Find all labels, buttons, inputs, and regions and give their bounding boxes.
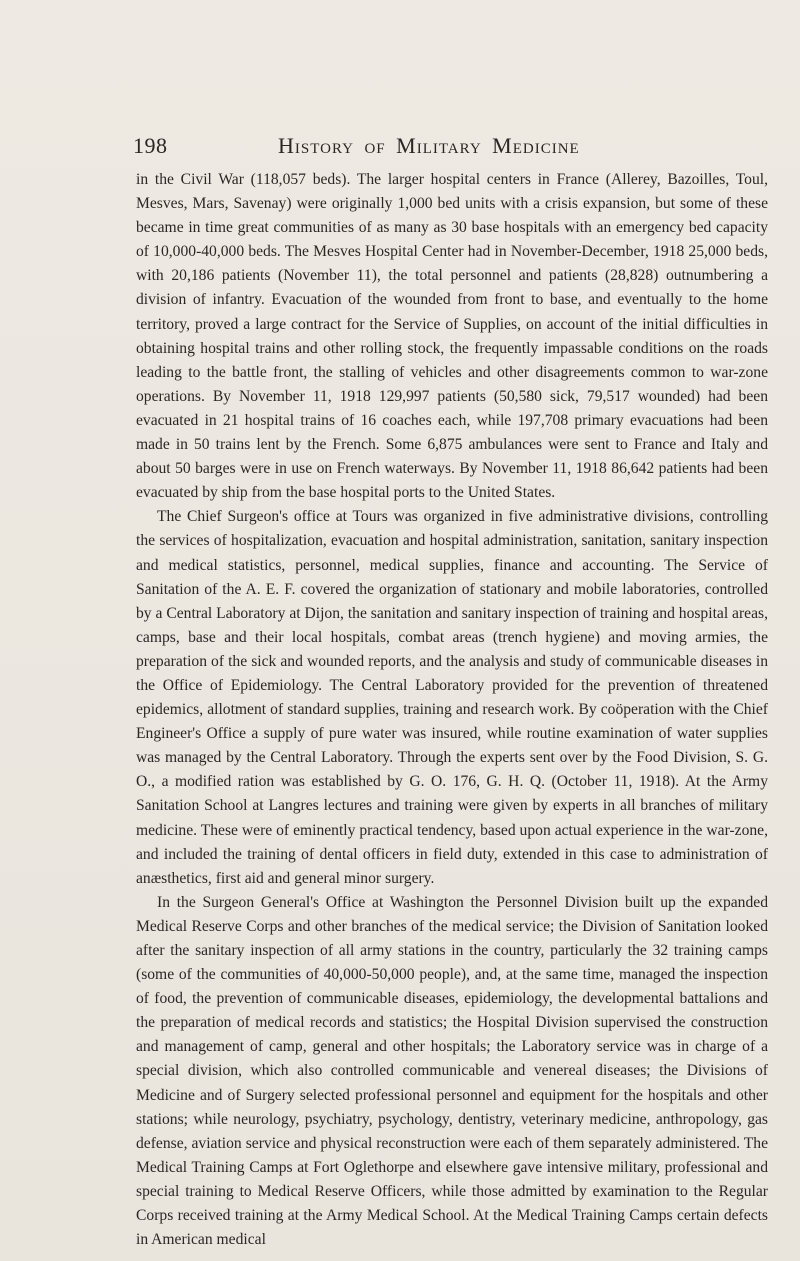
running-title: History of Military Medicine	[278, 133, 580, 158]
body-text	[136, 168, 768, 1252]
page-number: 198	[133, 133, 168, 158]
paragraph-continued: in the Civil War (118,057 beds). The larger hospital centers in France (Allerey, Bazoilles, Toul, Mesves, Mars, Savenay) were originally 1,000 bed units with a crisis expansion, but some of these became in time great communities of as many as 30 base hospitals with an emergency bed capacity of 10,000-40,000 beds. The Mesves Hospital Center had in November-December, 1918 25,000 beds, with 20,186 patients (November 11), the total personnel and patients (28,828) outnumbering a division of infantry. Evacuation of the wounded from front to base, and eventually to the home territory, proved a large contract for the Service of Supplies, on account of the initial difficulties in obtaining hospital trains and other rolling stock, the frequently impassable conditions on the roads leading to the battle front, the stalling of vehicles and other disagreements common to war-zone operations. By November 11, 1918 129,997 patients (50,580 sick, 79,517 wounded) had been evacuated in 21 hospital trains of 16 coaches each, while 197,708 primary evacuations had been made in 50 trains lent by the French. Some 6,875 ambulances were sent to France and Italy and about 50 barges were in use on French waterways. By November 11, 1918 86,642 patients had been evacuated by ship from the base hospital ports to the United States.	[136, 171, 768, 502]
paragraph-chief-surgeon-office: The Chief Surgeon's office at Tours was organized in five administrative divisions, controlling the services of hospitalization, evacuation and hospital administration, sanitation, sanitary inspection and medical statistics, personnel, medical supplies, finance and accounting. The Service of Sanitation of the A. E. F. covered the organization of stationary and mobile laboratories, controlled by a Central Laboratory at Dijon, the sanitation and sanitary inspection of training and hospital areas, camps, base and their local hospitals, combat areas (trench hygiene) and moving armies, the preparation of the sick and wounded reports, and the analysis and study of communicable diseases in the Office of Epidemiology. The Central Laboratory provided for the prevention of threatened epidemics, allotment of standard supplies, training and research work. By coöperation with the Chief Engineer's Office a supply of pure water was insured, while routine examination of water supplies was managed by the Central Laboratory. Through the experts sent over by the Food Division, S. G. O., a modified ration was established by G. O. 176, G. H. Q. (October 11, 1918). At the Army Sanitation School at Langres lectures and training were given by experts in all branches of military medicine. These were of eminently practical tendency, based upon actual experience in the war-zone, and included the training of dental officers in field duty, extended in this case to administration of anæsthetics, first aid and general minor surgery.	[136, 508, 768, 887]
running-head	[133, 133, 769, 163]
paragraph-surgeon-general-office: In the Surgeon General's Office at Washington the Personnel Division built up the expanded Medical Reserve Corps and other branches of the medical service; the Division of Sanitation looked after the sanitary inspection of all army stations in the country, particularly the 32 training camps (some of the communities of 40,000-50,000 people), and, at the same time, managed the inspection of food, the prevention of communicable diseases, epidemiology, the developmental battalions and the preparation of medical records and statistics; the Hospital Division supervised the construction and management of camp, general and other hospitals; the Laboratory service was in charge of a special division, which also controlled communicable and venereal diseases; the Divisions of Medicine and of Surgery selected professional personnel and equipment for the hospitals and other stations; while neurology, psychiatry, psychology, dentistry, veterinary medicine, anthropology, gas defense, aviation service and physical reconstruction were each of them separately administered. The Medical Training Camps at Fort Oglethorpe and elsewhere gave intensive military, professional and special training to Medical Reserve Officers, while those admitted by examination to the Regular Corps received training at the Army Medical School. At the Medical Training Camps certain defects in American medical	[136, 893, 768, 1249]
